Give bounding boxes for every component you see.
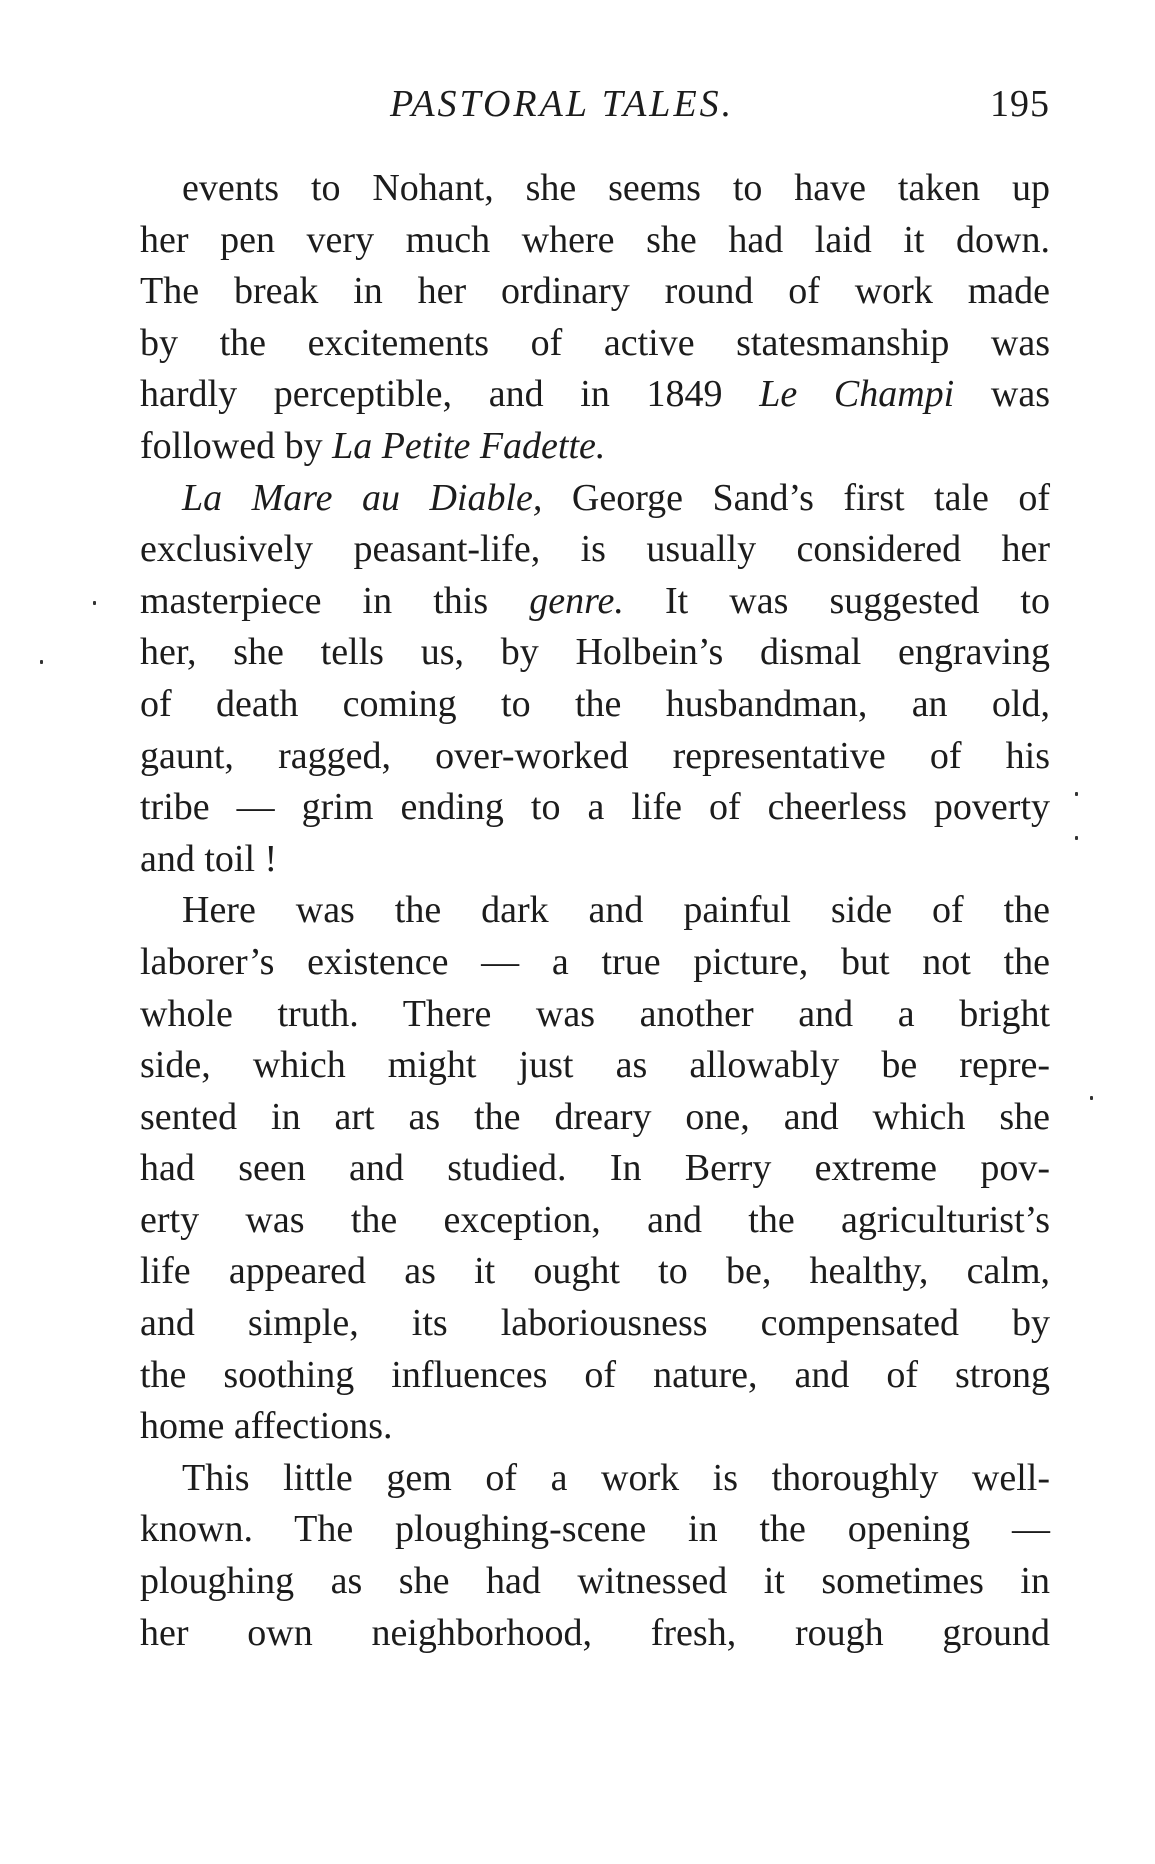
text-segment: was <box>954 373 1050 416</box>
body-text <box>140 163 1050 1659</box>
text-line <box>140 369 1050 421</box>
text-segment: It was suggested to <box>623 579 1050 622</box>
italic-title: genre. <box>529 579 624 622</box>
text-line <box>140 627 1050 679</box>
print-speck <box>1090 1096 1093 1100</box>
text-segment: her, she tells us, by Holbein’s dismal engraving <box>140 631 1050 674</box>
text-segment: Here was the dark and painful side of the <box>182 889 1050 932</box>
paragraph <box>140 163 1050 473</box>
text-segment: and toil ! <box>140 837 278 880</box>
text-line <box>140 1092 1050 1144</box>
paragraph <box>140 885 1050 1453</box>
running-title: PASTORAL TALES. <box>390 83 735 125</box>
text-line <box>140 1350 1050 1402</box>
text-line <box>140 782 1050 834</box>
text-line <box>140 1556 1050 1608</box>
text-segment: followed by <box>140 424 333 467</box>
text-line <box>140 318 1050 370</box>
print-speck <box>93 601 96 605</box>
text-line <box>140 576 1050 628</box>
text-line <box>140 1401 1050 1453</box>
print-speck <box>1075 836 1078 840</box>
text-segment: her own neighborhood, fresh, rough ground <box>140 1611 1050 1654</box>
text-segment: ploughing as she had witnessed it sometimes in <box>140 1560 1050 1603</box>
text-segment: events to Nohant, she seems to have taken up <box>182 167 1050 209</box>
text-line <box>140 1040 1050 1092</box>
text-line <box>140 1246 1050 1298</box>
text-segment: of death coming to the husbandman, an old, <box>140 682 1050 725</box>
italic-title: La Mare au Diable, <box>182 476 543 519</box>
text-line <box>140 524 1050 576</box>
text-line <box>140 937 1050 989</box>
text-line <box>140 989 1050 1041</box>
text-line <box>140 885 1050 937</box>
text-segment: laborer’s existence — a true picture, but not the <box>140 940 1050 983</box>
print-speck <box>1075 792 1078 796</box>
italic-title: La Petite Fadette. <box>332 424 606 467</box>
text-segment: The break in her ordinary round of work made <box>140 270 1050 313</box>
print-speck <box>40 660 43 664</box>
text-line <box>140 473 1050 525</box>
paragraph <box>140 473 1050 886</box>
text-line <box>140 1504 1050 1556</box>
text-segment: and simple, its laboriousness compensated by <box>140 1302 1050 1345</box>
italic-title: Le Champi <box>759 373 955 416</box>
text-segment: whole truth. There was another and a bright <box>140 992 1050 1035</box>
text-line <box>140 834 1050 886</box>
text-line <box>140 1608 1050 1660</box>
text-segment: the soothing influences of nature, and of strong <box>140 1353 1050 1396</box>
text-segment: George Sand’s first tale of <box>542 476 1051 519</box>
page-header <box>140 82 1050 132</box>
text-line <box>140 266 1050 318</box>
text-segment: sented in art as the dreary one, and which she <box>140 1095 1050 1138</box>
text-line <box>140 1453 1050 1505</box>
text-segment: home affections. <box>140 1405 393 1448</box>
text-segment: gaunt, ragged, over-worked representative of his <box>140 734 1050 777</box>
text-line <box>140 731 1050 783</box>
text-segment: This little gem of a work is thoroughly well- <box>182 1456 1050 1499</box>
text-segment: masterpiece in this <box>140 579 530 622</box>
paragraph <box>140 1453 1050 1659</box>
text-segment: by the excitements of active statesmanship was <box>140 321 1050 364</box>
text-segment: known. The ploughing-scene in the opening — <box>140 1508 1050 1551</box>
text-segment: hardly perceptible, and in 1849 <box>140 373 760 416</box>
text-segment: tribe — grim ending to a life of cheerless poverty <box>140 786 1050 829</box>
page-number: 195 <box>990 83 1050 125</box>
text-line <box>140 1298 1050 1350</box>
text-line <box>140 679 1050 731</box>
text-line <box>140 1195 1050 1247</box>
text-line <box>140 421 1050 473</box>
text-segment: life appeared as it ought to be, healthy, calm, <box>140 1250 1050 1293</box>
text-line <box>140 1143 1050 1195</box>
text-segment: side, which might just as allowably be repre- <box>140 1044 1050 1087</box>
text-segment: exclusively peasant-life, is usually considered her <box>140 528 1050 571</box>
text-line <box>140 163 1050 215</box>
text-segment: her pen very much where she had laid it down. <box>140 218 1050 261</box>
text-segment: had seen and studied. In Berry extreme pov- <box>140 1147 1050 1190</box>
text-line <box>140 215 1050 267</box>
text-segment: erty was the exception, and the agriculturist’s <box>140 1198 1050 1241</box>
